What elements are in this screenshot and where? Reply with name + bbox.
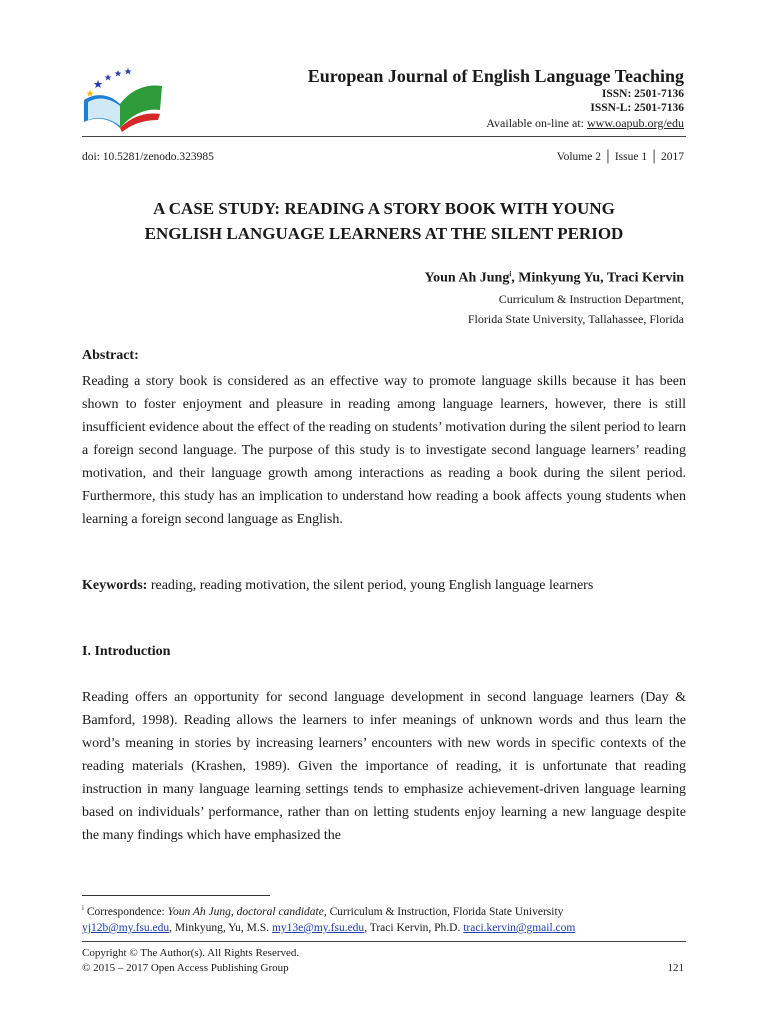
abstract-heading: Abstract: <box>82 348 139 363</box>
footnote-line-2 <box>82 922 686 934</box>
footnote-mark: i <box>82 904 84 912</box>
keywords-label: Keywords: <box>82 578 148 593</box>
footnote-marker: i <box>509 270 512 278</box>
issn: ISSN: 2501-7136 <box>601 88 684 100</box>
copyright-line-1: Copyright © The Author(s). All Rights Reserved. <box>82 947 300 959</box>
keywords-text: reading, reading motivation, the silent period, young English language learners <box>147 578 594 593</box>
doi: doi: 10.5281/zenodo.323985 <box>82 151 214 163</box>
issn-l: ISSN-L: 2501-7136 <box>590 102 684 114</box>
footer-rule <box>82 941 686 942</box>
email-link-3[interactable]: traci.kervin@gmail.com <box>463 922 576 934</box>
copyright-line-2: © 2015 – 2017 Open Access Publishing Group <box>82 962 289 974</box>
email-link-2[interactable]: my13e@my.fsu.edu <box>271 922 365 934</box>
book-logo-icon <box>78 62 164 134</box>
footnote-author-3: , Traci Kervin, Ph.D. <box>364 922 464 934</box>
keywords <box>82 574 686 597</box>
paper-title <box>82 196 686 246</box>
footnote-affiliation: , Curriculum & Instruction, Florida State University <box>323 905 564 918</box>
introduction-heading: I. Introduction <box>82 644 171 659</box>
other-authors: , Minkyung Yu, Traci Kervin <box>511 270 684 286</box>
journal-title: European Journal of English Language Teaching <box>307 66 684 86</box>
journal-logo <box>78 62 164 134</box>
page-number: 121 <box>667 962 684 974</box>
footnote-label: Correspondence: <box>83 905 168 918</box>
abstract-text: Reading a story book is considered as an effective way to promote language skills because it has been shown to foster enjoyment and pleasure in reading among language learners, however, there is still insufficient evidence about the effect of the reading on students’ motivation during the silent period to learn a foreign second language. The purpose of this study is to investigate second language learners’ reading motivation, and their language growth among interactions as reading a book during the silent period. Furthermore, this study has an implication to understand how reading a book affects young students when learning a foreign second language as English. <box>82 374 686 527</box>
introduction-text: Reading offers an opportunity for second language development in second language learners (Day & Bamford, 1998). Reading allows the learners to infer meanings of unknown words and thus learn the word’s meaning in stories by increasing learners’ encounters with new words in specific contexts of the reading materials (Krashen, 1989). Given the importance of reading, it is unfortunate that reading instruction in many language learning settings tends to emphasize achievement-driven language learning based on individuals’ performance, rather than on letting students enjoy learning a new language despite the many findings which have emphasized the <box>82 690 686 843</box>
affiliation-university: Florida State University, Tallahassee, Florida <box>467 312 684 326</box>
header-rule <box>82 136 686 137</box>
authors <box>425 270 684 287</box>
author-1: Youn Ah Jung <box>424 270 510 286</box>
footnote-author-2: , Minkyung, Yu, M.S. <box>169 922 272 934</box>
email-link-1[interactable]: yj12b@my.fsu.edu <box>82 922 170 934</box>
title-line-1: A CASE STUDY: READING A STORY BOOK WITH YOUNG <box>153 199 615 218</box>
available-prefix: Available on-line at: <box>486 116 588 130</box>
footnote-rule <box>82 895 270 896</box>
journal-url-link[interactable]: www.oapub.org/edu <box>587 116 684 130</box>
available-online <box>486 116 684 131</box>
footnote-author: Youn Ah Jung, doctoral candidate <box>167 905 324 918</box>
volume-issue: Volume 2 │ Issue 1 │ 2017 <box>556 151 684 163</box>
affiliation-department: Curriculum & Instruction Department, <box>498 292 684 306</box>
footnote-line-1 <box>82 904 686 918</box>
title-line-2: ENGLISH LANGUAGE LEARNERS AT THE SILENT PERIOD <box>144 224 624 243</box>
